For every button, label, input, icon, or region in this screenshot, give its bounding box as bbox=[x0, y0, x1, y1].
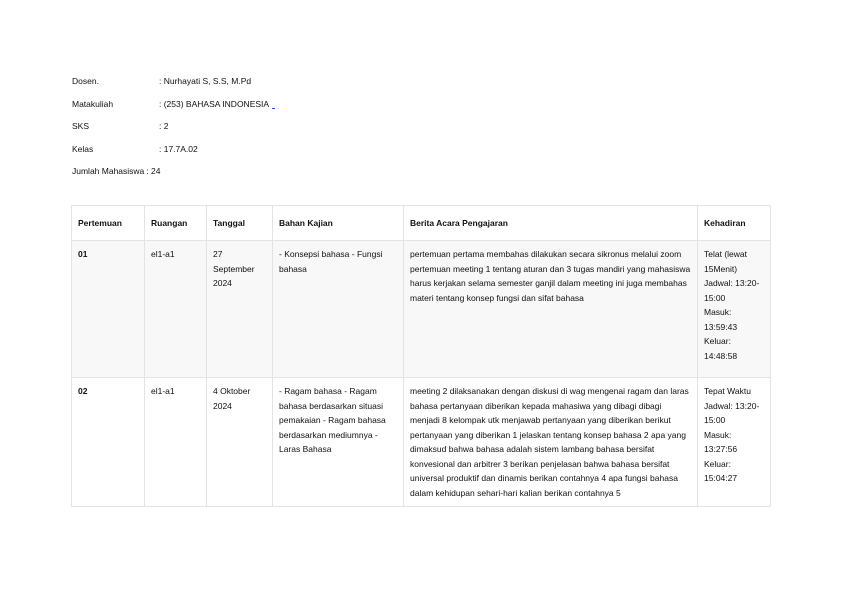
info-label: Kelas bbox=[72, 143, 94, 154]
info-label: Jumlah Mahasiswa bbox=[72, 166, 145, 177]
info-row-jumlah-mahasiswa bbox=[72, 160, 275, 183]
cell-ruangan: el1-a1 bbox=[145, 241, 207, 378]
course-info bbox=[72, 70, 275, 183]
header-bahan-kajian: Bahan Kajian bbox=[273, 206, 404, 241]
header-pertemuan: Pertemuan bbox=[72, 206, 145, 241]
course-link-underline[interactable] bbox=[272, 99, 275, 109]
info-value: : Nurhayati S, S.S, M.Pd bbox=[159, 76, 252, 87]
header-tanggal: Tanggal bbox=[207, 206, 273, 241]
header-ruangan: Ruangan bbox=[145, 206, 207, 241]
info-value: : 24 bbox=[146, 166, 161, 177]
info-row-sks bbox=[72, 115, 275, 138]
table-row bbox=[72, 241, 771, 378]
info-value: : 2 bbox=[159, 121, 169, 132]
header-kehadiran: Kehadiran bbox=[698, 206, 771, 241]
cell-tanggal: 27 September 2024 bbox=[207, 241, 273, 378]
cell-bahan-kajian: - Konsepsi bahasa - Fungsi bahasa bbox=[273, 241, 404, 378]
cell-tanggal: 4 Oktober 2024 bbox=[207, 378, 273, 507]
schedule-table bbox=[71, 205, 771, 507]
info-row-dosen bbox=[72, 70, 275, 93]
info-row-matakuliah bbox=[72, 93, 275, 116]
header-berita-acara: Berita Acara Pengajaran bbox=[404, 206, 698, 241]
table-header-row bbox=[72, 206, 771, 241]
cell-kehadiran: Telat (lewat 15Menit) Jadwal: 13:20-15:00 Masuk: 13:59:43 Keluar: 14:48:58 bbox=[698, 241, 771, 378]
info-value: : 17.7A.02 bbox=[159, 143, 198, 154]
cell-berita-acara: meeting 2 dilaksanakan dengan diskusi di wag mengenai ragam dan laras bahasa pertanyaan diberikan kepada mahasiwa yang dibagi dibagi menjadi 8 kelompak utk menjawab pertanyaan yang diberikan berikut pertanyaan yang diberikan 1 jelaskan tentang konsep bahasa 2 apa yang dimaksud bahwa bahasa adalah sistem lambang bahasa bersifat konvesional dan arbitrer 3 berikan penjelasan bahwa bahasa bersifat universal produktif dan dinamis berikan contahnya 4 apa fungsi bahasa dalam kehidupan sehari-hari kalian berikan contahnya 5 bbox=[404, 378, 698, 507]
info-label: SKS bbox=[72, 121, 90, 132]
cell-bahan-kajian: - Ragam bahasa - Ragam bahasa berdasarkan situasi pemakaian - Ragam bahasa berdasarkan mediumnya - Laras Bahasa bbox=[273, 378, 404, 507]
info-row-kelas bbox=[72, 138, 275, 161]
info-label: Matakuliah bbox=[72, 98, 114, 109]
cell-berita-acara: pertemuan pertama membahas dilakukan secara sikronus melalui zoom pertemuan meeting 1 tentang aturan dan 3 tugas mandiri yang mahasiswa harus kerjakan selama semester ganjil dalam meeting ini juga membahas materi tentang konsep fungsi dan sifat bahasa bbox=[404, 241, 698, 378]
info-value: : (253) BAHASA INDONESIA bbox=[159, 98, 270, 109]
cell-kehadiran: Tepat Waktu Jadwal: 13:20-15:00 Masuk: 13:27:56 Keluar: 15:04:27 bbox=[698, 378, 771, 507]
cell-pertemuan: 02 bbox=[72, 378, 145, 507]
cell-ruangan: el1-a1 bbox=[145, 378, 207, 507]
info-label: Dosen. bbox=[72, 76, 99, 87]
cell-pertemuan: 01 bbox=[72, 241, 145, 378]
table-row bbox=[72, 378, 771, 507]
